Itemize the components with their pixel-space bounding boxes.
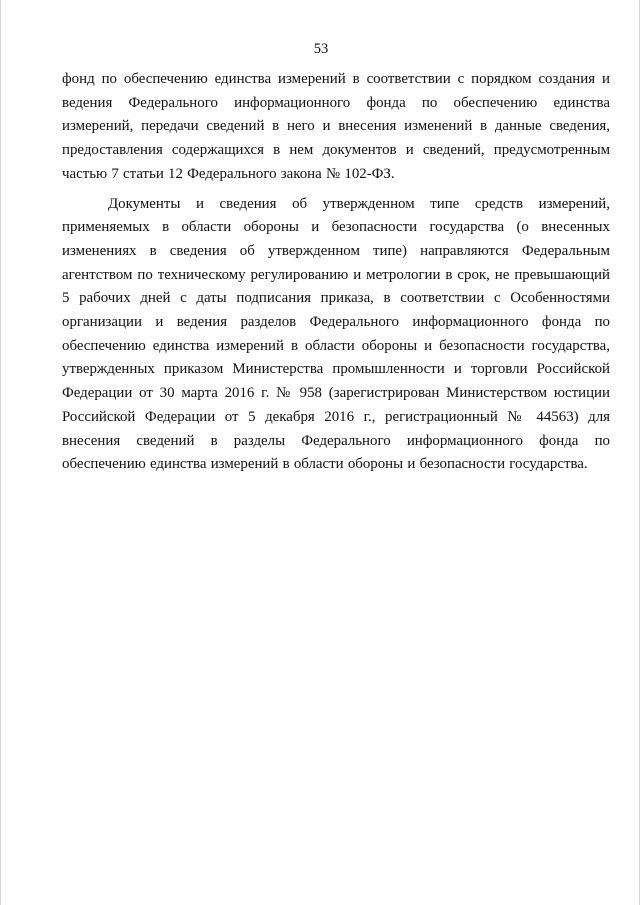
text-line: Федерации от 30 марта 2016 г. № 958 (зарегистрирован Министерством юстиции [62, 385, 610, 402]
body-text [62, 68, 610, 477]
text-line: Документы и сведения об утвержденном типе средств измерений, [108, 195, 610, 212]
text-line: измерений, передачи сведений в него и внесения изменений в данные сведения, [62, 118, 610, 135]
text-line: обеспечению единства измерений в области обороны и безопасности государства. [62, 456, 588, 473]
text-line: изменениях в сведения об утвержденном типе) направляются Федеральным [62, 242, 610, 259]
paragraph-2 [62, 193, 610, 477]
text-line: ведения Федерального информационного фонда по обеспечению единства [62, 94, 610, 111]
text-line: фонд по обеспечению единства измерений в соответствии с порядком создания и [62, 71, 610, 87]
text-line: обеспечению единства измерений в области обороны и безопасности государства, [62, 337, 610, 354]
text-line: предоставления содержащихся в нем документов и сведений, предусмотренным [62, 142, 610, 159]
text-line: утвержденных приказом Министерства промышленности и торговли Российской [62, 361, 610, 378]
text-line: 5 рабочих дней с даты подписания приказа, в соответствии с Особенностями [62, 290, 610, 307]
text-line: применяемых в области обороны и безопасности государства (о внесенных [62, 219, 610, 236]
text-line: организации и ведения разделов Федерального информационного фонда по [62, 314, 610, 331]
paragraph-1 [62, 68, 610, 187]
text-line: агентством по техническому регулированию и метрологии в срок, не превышающий [62, 266, 610, 283]
text-line: внесения сведений в разделы Федерального информационного фонда по [62, 432, 610, 449]
text-line: частью 7 статьи 12 Федерального закона № 102-ФЗ. [62, 165, 395, 182]
text-line: Российской Федерации от 5 декабря 2016 г., регистрационный № 44563) для [62, 408, 610, 425]
page-number: 53 [313, 41, 329, 57]
